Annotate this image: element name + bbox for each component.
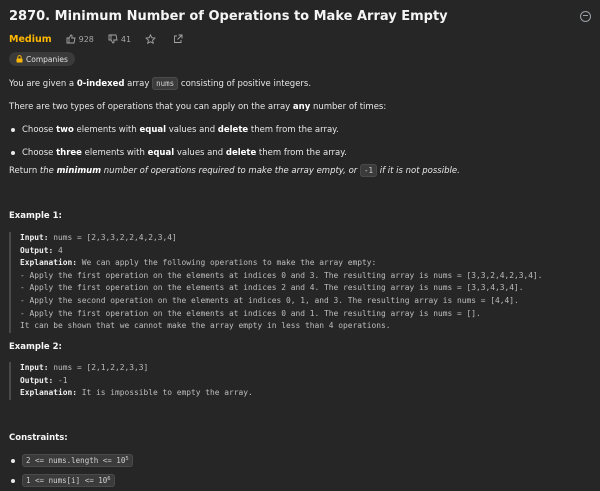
example-2-block: Input: nums = [2,1,2,2,3,3] Output: -1 Explanation: It is impossible to empty the array.	[9, 362, 253, 400]
constraint-code: 1 <= nums[i] <= $10^6$	[22, 474, 115, 487]
collapse-icon[interactable]	[580, 11, 591, 22]
description-paragraph-1: You are given a 0-indexed array nums consisting of positive integers.	[9, 79, 312, 89]
list-item	[9, 475, 133, 487]
difficulty-badge: Medium	[9, 33, 52, 45]
title-row	[9, 8, 591, 26]
thumbs-down-icon	[108, 34, 118, 44]
dislike-button[interactable]	[108, 34, 131, 44]
operations-list	[9, 124, 347, 159]
constraints-list	[9, 455, 133, 487]
example-1-title: Example 1:	[9, 211, 62, 221]
description-paragraph-3: Return the minimum number of operations required to make the array empty, or -1 if it is not possible.	[9, 166, 460, 176]
problem-title[interactable]: 2870. Minimum Number of Operations to Make Array Empty	[9, 9, 448, 24]
list-item: Choose two elements with equal values and delete them from the array.	[9, 124, 347, 136]
favorite-button[interactable]	[145, 34, 159, 45]
list-item	[9, 455, 133, 467]
inline-code: nums	[152, 77, 178, 90]
companies-tag[interactable]	[9, 52, 75, 66]
list-item: Choose three elements with equal values and delete them from the array.	[9, 147, 347, 159]
thumbs-up-icon	[66, 34, 76, 44]
lock-icon	[16, 55, 23, 63]
example-2-title: Example 2:	[9, 342, 62, 352]
share-button[interactable]	[173, 34, 186, 44]
like-count: 928	[78, 34, 94, 44]
inline-code: -1	[360, 164, 377, 177]
description-paragraph-2: There are two types of operations that you can apply on the array any number of times:	[9, 102, 387, 112]
problem-meta	[9, 32, 200, 46]
dislike-count: 41	[120, 34, 132, 44]
example-1-block: Input: nums = [2,3,3,2,2,4,2,3,4] Output: 4 Explanation: We can apply the following operations to make the array empty: - Apply the first operation on the elements at indices 0 and 3. The resulting array is nums = [3,3,2,4,2,3,4]. - Apply the first operation on the elements at indices 2 and 4. The resulting array is nums = [3,3,4,3,4]. - Apply the second operation on the elements at indices 0, 1, and 3. The resulting array is nums = [4,4]. - Apply the first operation on the elements at indices 0 and 1. The resulting array is nums = []. It can be shown that we cannot make the array empty in less than 4 operations.	[9, 232, 543, 333]
star-icon	[145, 34, 156, 45]
companies-label: Companies	[26, 54, 68, 64]
constraint-code: 2 <= nums.length <= $10^5$	[22, 454, 133, 467]
like-button[interactable]	[66, 34, 94, 44]
share-icon	[173, 34, 183, 44]
constraints-title: Constraints:	[9, 433, 68, 443]
